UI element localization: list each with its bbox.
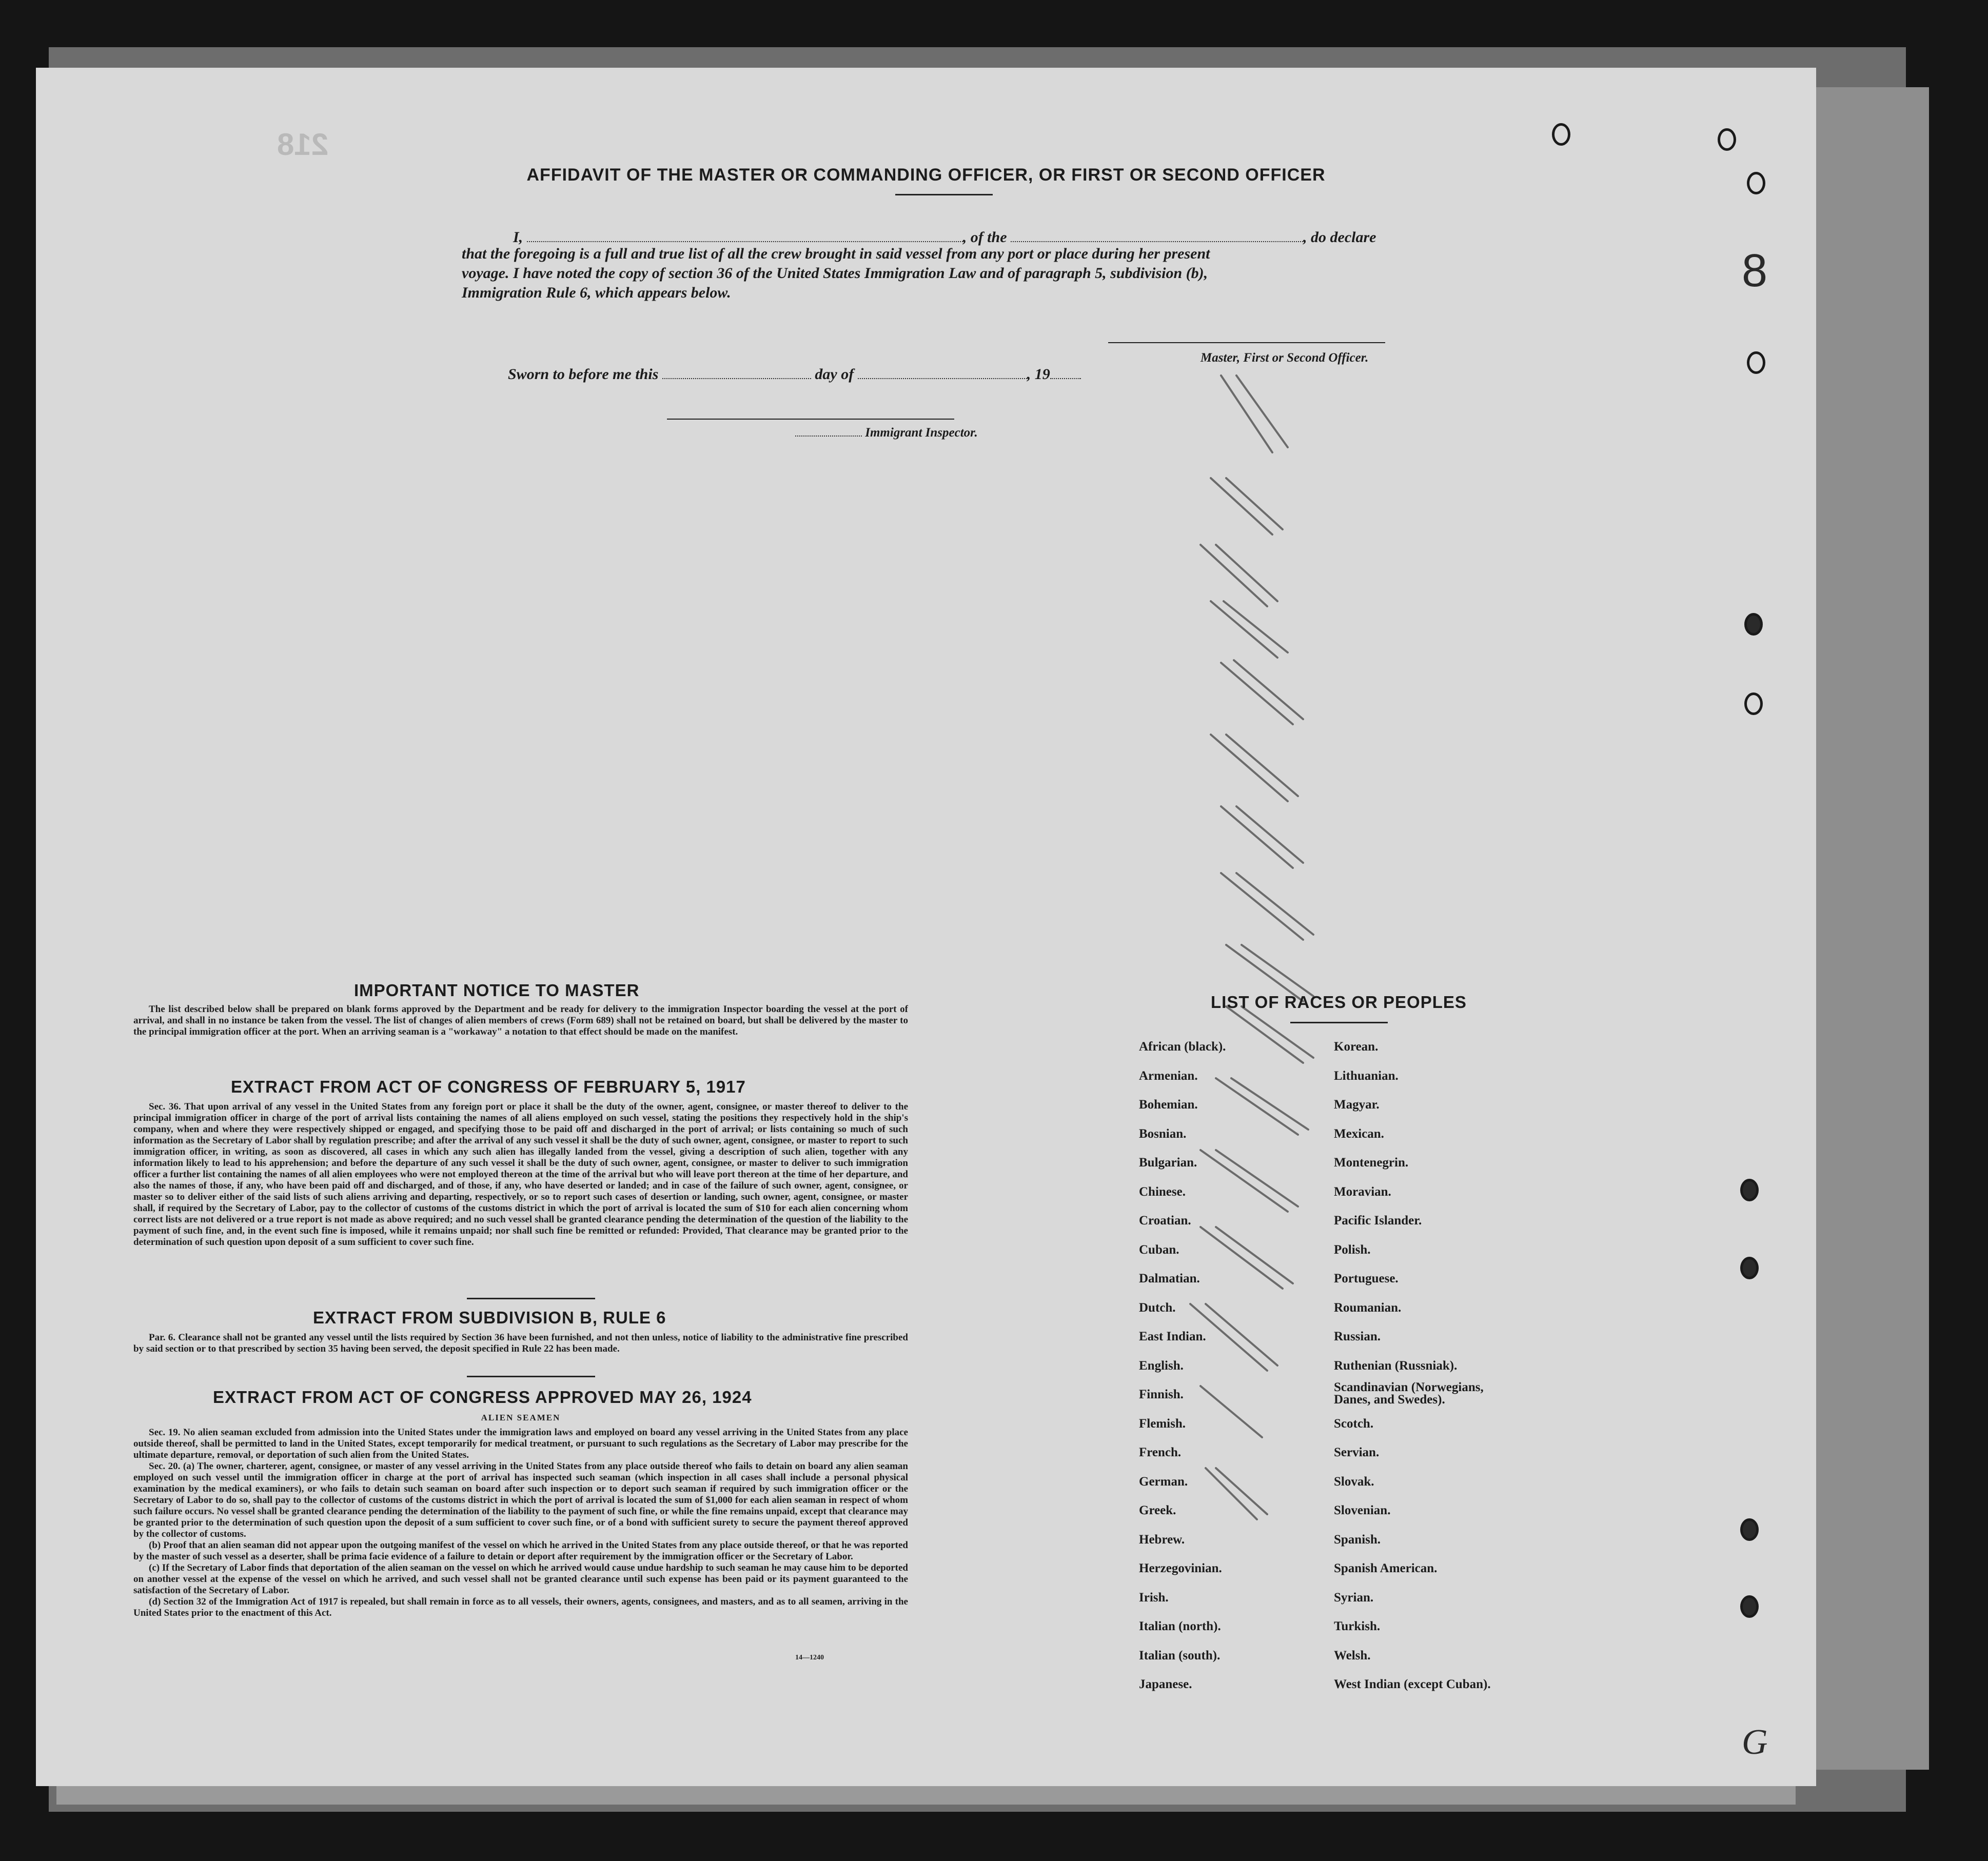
- inspector-blank[interactable]: [795, 427, 862, 437]
- extract-1924-sec19: Sec. 19. No alien seaman excluded from admission into the United States under the immigration laws and employed on board any vessel arriving in the United States from any place outside thereof, shall be permitted to land in the United States, except temporarily for medical treatment, or pursuant to such regulations as the Secretary of Labor may prescribe for the ultimate departure, removal, or deportation of such alien from the United States.: [133, 1427, 908, 1460]
- notice-title: IMPORTANT NOTICE TO MASTER: [354, 981, 640, 1000]
- race-item: Croatian.: [1139, 1214, 1191, 1228]
- races-title: LIST OF RACES OR PEOPLES: [1211, 993, 1467, 1012]
- binder-hole: [1740, 1179, 1759, 1201]
- race-item: Flemish.: [1139, 1416, 1186, 1431]
- affidavit-title: AFFIDAVIT OF THE MASTER OR COMMANDING OFFICER, OR FIRST OR SECOND OFFICER: [526, 165, 1326, 185]
- race-item: Bohemian.: [1139, 1098, 1198, 1112]
- sworn-mid: day of: [815, 366, 854, 383]
- sworn-day-blank[interactable]: [662, 363, 811, 379]
- race-item: Polish.: [1334, 1242, 1371, 1257]
- document-page: [36, 68, 1816, 1786]
- affidavit-line-1-mid: , of the: [962, 229, 1007, 246]
- race-item: German.: [1139, 1474, 1188, 1489]
- race-item: Russian.: [1334, 1330, 1381, 1343]
- binder-hole: [1740, 1518, 1759, 1541]
- binder-hole: [1744, 613, 1763, 636]
- race-item: Magyar.: [1334, 1098, 1380, 1112]
- race-item: African (black).: [1139, 1040, 1226, 1054]
- extract-1924-title: EXTRACT FROM ACT OF CONGRESS APPROVED MAY 26, 1924: [213, 1388, 752, 1407]
- binder-hole: [1747, 172, 1765, 194]
- extract-rule6-text: [133, 1332, 908, 1355]
- race-item: Syrian.: [1334, 1590, 1374, 1605]
- affidavit-line-1-start: I,: [513, 229, 523, 246]
- inspector-signature-line: [667, 419, 954, 420]
- race-item: Chinese.: [1139, 1184, 1186, 1199]
- vessel-blank[interactable]: [1011, 226, 1303, 242]
- race-item: Welsh.: [1334, 1648, 1371, 1662]
- sworn-month-blank[interactable]: [858, 363, 1027, 379]
- extract-1924-sec20c: (c) If the Secretary of Labor finds that deportation of the alien seaman on the vessel on which he arrived would cause undue hardship to such seaman he may cause him to be deported on another vessel at the expense of the vessel on which he arrived, and such vessel shall not be granted clearance until such expense has been paid or its payment guaranteed to the satisfaction of the Secretary of Labor.: [133, 1562, 908, 1596]
- affidavit-line-2: that the foregoing is a full and true list of all the crew brought in said vessel from any port or place during her present: [462, 245, 1210, 262]
- race-item: Bosnian.: [1139, 1126, 1187, 1141]
- race-item: East Indian.: [1139, 1330, 1206, 1343]
- race-item: Dutch.: [1139, 1300, 1176, 1315]
- inspector-label-row: [795, 426, 978, 440]
- binder-hole: [1740, 1595, 1759, 1618]
- extract-1917-paragraph: Sec. 36. That upon arrival of any vessel in the United States from any foreign port or place it shall be the duty of the owner, agent, consignee, or master thereof to deliver to the principal immigration officer in charge of the port of arrival lists containing the names of all aliens employed on such vessel, stating the positions they respectively hold in the ship's company, when and where they were respectively shipped or engaged, and specifying those to be paid off and discharged in the port of arrival; or lists containing so much of such information as the Secretary of Labor shall by regulation prescribe; and after the arrival of any such vessel it shall be the duty of such owner, agent, consignee, or master to report to such immigration officer, in writing, as soon as discovered, all cases in which any such alien has illegally landed from the vessel, giving a description of such alien, together with any information likely to lead to his apprehension; and before the departure of any such vessel it shall be the duty of such owner, agent, consignee, or master to deliver to such immigration officer a further list containing the names of all alien employees who were not employed thereon at the time of the arrival but who will leave port thereon at the time of her departure, and also the names of those, if any, who have been paid off and discharged, and of those, if any, who have deserted or landed; and in case of the failure of such owner, agent, consignee, or master so to deliver either of the said lists of such aliens arriving and departing, respectively, or so to report such cases of desertion or landing, such owner, agent, consignee, or master shall, if required by the Secretary of Labor, pay to the collector of customs of the customs district in which the port of arrival is located the sum of $10 for each alien concerning whom correct lists are not delivered or a true report is not made as above required; and no such vessel shall be granted clearance pending the determination of the question of the liability to the payment of such fine, and, in the event such fine is imposed, while it remains unpaid; nor shall such fine be remitted or refunded: Provided, That clearance may be granted prior to the determination of such question upon deposit of a sum sufficient to cover such fine.: [133, 1101, 908, 1248]
- race-item: French.: [1139, 1446, 1182, 1459]
- race-item: Cuban.: [1139, 1242, 1179, 1257]
- race-item: Montenegrin.: [1334, 1156, 1409, 1170]
- race-item: Moravian.: [1334, 1184, 1391, 1199]
- affidavit-line-1: [513, 226, 1376, 246]
- race-item: Roumanian.: [1334, 1300, 1402, 1315]
- race-item: Spanish.: [1334, 1532, 1381, 1547]
- extract-1924-sec20a: Sec. 20. (a) The owner, charterer, agent, consignee, or master of any vessel arriving in the United States from any place outside thereof who fails to detain on board any alien seaman employed on such vessel until the immigration officer in charge at the port of arrival has inspected such seaman (which inspection in all cases shall include a personal physical examination by the medical examiners), or who fails to detain such seaman on board after such inspection or to deport such seaman if required by such immigration officer or the Secretary of Labor to do so, shall pay to the collector of customs of the customs district in which the port of arrival is located the sum of $1,000 for each alien seaman in respect of whom such failure occurs. No vessel shall be granted clearance pending the determination of the liability to the payment of such fine, or while the fine remains unpaid, except that clearance may be granted prior to the determination of such question upon the deposit of a sum sufficient to cover such fine, or of a bond with sufficient surety to secure the payment thereof approved by the collector of customs.: [133, 1461, 908, 1539]
- race-item: Irish.: [1139, 1590, 1169, 1605]
- extract-1924-sec20d: (d) Section 32 of the Immigration Act of 1917 is repealed, but shall remain in force as to all vessels, their owners, agents, consignees, and masters, and as to all seamen, arriving in the United States prior to the enactment of this Act.: [133, 1596, 908, 1618]
- affidavit-line-3: voyage. I have noted the copy of section 36 of the United States Immigration Law and of paragraph 5, subdivision (b),: [462, 265, 1208, 282]
- extract-1917-rule: [467, 1298, 595, 1299]
- extract-1917-text: [133, 1101, 908, 1248]
- race-item: Greek.: [1139, 1503, 1176, 1517]
- race-item: Armenian.: [1139, 1068, 1198, 1083]
- master-signature-line: [1108, 342, 1385, 343]
- underlying-sheet-edge: [1811, 87, 1929, 1770]
- race-item: Hebrew.: [1139, 1532, 1185, 1547]
- extract-rule6-paragraph: Par. 6. Clearance shall not be granted any vessel until the lists required by Section 36 have been furnished, and not then unless, notice of liability to the administrative fine prescribed by said section or to that prescribed by section 35 having been served, the deposit specified in Rule 22 has been made.: [133, 1332, 908, 1354]
- race-item: Slovak.: [1334, 1474, 1374, 1489]
- sworn-end: , 19: [1027, 366, 1050, 383]
- affidavit-line-4: Immigration Rule 6, which appears below.: [462, 284, 731, 301]
- race-item: Portuguese.: [1334, 1272, 1399, 1285]
- form-number: 14—1240: [795, 1654, 824, 1661]
- extract-1917-title: EXTRACT FROM ACT OF CONGRESS OF FEBRUARY 5, 1917: [231, 1077, 746, 1096]
- binder-hole: [1747, 351, 1765, 374]
- inspector-label: Immigrant Inspector.: [865, 426, 978, 440]
- master-signature-label: Master, First or Second Officer.: [1200, 351, 1369, 365]
- extract-1924-subtitle: ALIEN SEAMEN: [481, 1413, 561, 1422]
- race-item: Lithuanian.: [1334, 1068, 1399, 1083]
- race-item: Scotch.: [1334, 1416, 1374, 1431]
- race-item: West Indian (except Cuban).: [1334, 1677, 1491, 1691]
- race-item: Italian (north).: [1139, 1619, 1221, 1633]
- race-item: Scandinavian (Norwegians, Danes, and Swedes).: [1334, 1380, 1484, 1407]
- races-title-rule: [1290, 1022, 1388, 1023]
- race-item: Japanese.: [1139, 1677, 1192, 1691]
- race-item: Ruthenian (Russniak).: [1334, 1358, 1458, 1373]
- affidavit-line-1-end: , do declare: [1303, 229, 1376, 246]
- race-item: Slovenian.: [1334, 1503, 1391, 1517]
- binder-hole: [1744, 692, 1763, 715]
- race-item: Servian.: [1334, 1446, 1380, 1459]
- extract-rule6-title: EXTRACT FROM SUBDIVISION B, RULE 6: [313, 1308, 666, 1327]
- race-item: Herzegovinian.: [1139, 1561, 1222, 1575]
- race-item: Mexican.: [1334, 1126, 1384, 1141]
- name-blank[interactable]: [527, 226, 963, 242]
- race-item: Korean.: [1334, 1040, 1379, 1054]
- bleed-through-number: 218: [277, 127, 329, 162]
- race-item: Spanish American.: [1334, 1561, 1438, 1575]
- race-item: Bulgarian.: [1139, 1156, 1197, 1170]
- sworn-start: Sworn to before me this: [508, 366, 659, 383]
- binder-hole: [1718, 128, 1736, 151]
- notice-paragraph: The list described below shall be prepared on blank forms approved by the Department and be ready for delivery to the immigration Inspector boarding the vessel at the port of arrival, and shall in no instance be taken from the vessel. The list of changes of alien members of crews (Form 689) shall not be retained on board, but shall be delivered by the master to the principal immigration officer at the port. When an arriving seaman is a "workaway" a notation to that effect should be made on the manifest.: [133, 1004, 908, 1037]
- sworn-line: [508, 363, 1081, 383]
- extract-rule6-rule: [467, 1376, 595, 1377]
- sworn-year-blank[interactable]: [1050, 363, 1081, 379]
- side-handwritten-mark: 8: [1742, 245, 1768, 296]
- binder-hole: [1740, 1257, 1759, 1279]
- bottom-edge-strip: [56, 1784, 1796, 1805]
- extract-1924-sec20b: (b) Proof that an alien seaman did not appear upon the outgoing manifest of the vessel on which he arrived in the United States from any place outside thereof, or that he was reported by the master of such vessel as a deserter, shall be prima facie evidence of a failure to detain or deport after requirement by the immigration officer or the Secretary of Labor.: [133, 1540, 908, 1562]
- race-item: Pacific Islander.: [1334, 1214, 1422, 1228]
- notice-text: [133, 1004, 908, 1038]
- race-item: Italian (south).: [1139, 1648, 1221, 1662]
- race-item: English.: [1139, 1358, 1184, 1373]
- binder-hole: [1552, 123, 1570, 146]
- race-item: Finnish.: [1139, 1388, 1184, 1401]
- extract-1924-text: [133, 1427, 908, 1619]
- race-item: Turkish.: [1334, 1619, 1381, 1633]
- corner-handwritten-mark: G: [1742, 1723, 1768, 1762]
- affidavit-title-rule: [895, 194, 993, 195]
- race-item: Dalmatian.: [1139, 1272, 1200, 1285]
